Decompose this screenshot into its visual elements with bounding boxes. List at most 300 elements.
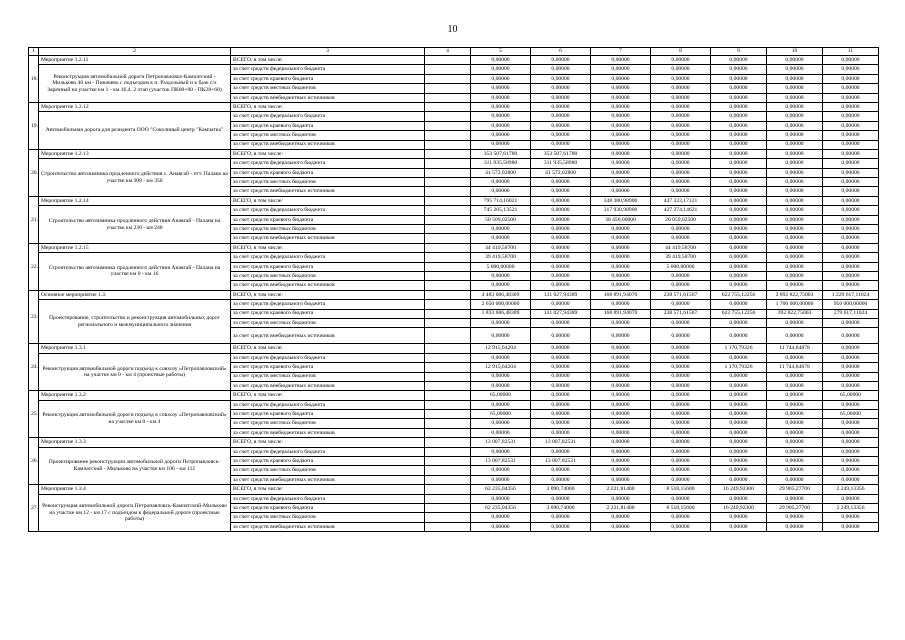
empty-cell	[425, 225, 471, 234]
table-row	[29, 494, 879, 503]
value-cell: 0,00000	[711, 56, 767, 65]
value-cell: 0,00000	[531, 74, 591, 83]
funding-source: ВСЕГО, в том числе:	[231, 438, 425, 447]
empty-cell	[425, 522, 471, 531]
value-cell: 0,00000	[471, 187, 531, 196]
value-cell: 0,00000	[711, 466, 767, 475]
value-cell: 0,00000	[651, 318, 711, 327]
header-cell: 1	[29, 48, 39, 56]
value-cell: 0,00000	[591, 93, 651, 102]
value-cell: 0,00000	[591, 243, 651, 252]
funding-source: за счет средств внебюджетных источников	[231, 428, 425, 437]
value-cell: 0,00000	[767, 419, 823, 428]
value-cell: 0,00000	[651, 281, 711, 290]
value-cell: 0,00000	[531, 234, 591, 243]
value-cell: 0,00000	[711, 168, 767, 177]
value-cell: 0,00000	[471, 318, 531, 327]
value-cell: 0,00000	[471, 381, 531, 390]
value-cell: 0,00000	[823, 93, 879, 102]
value-cell: 0,00000	[711, 494, 767, 503]
header-cell: 8	[651, 48, 711, 56]
value-cell: 0,00000	[591, 159, 651, 168]
value-cell: 0,00000	[591, 56, 651, 65]
table-row	[29, 159, 879, 168]
funding-source: за счет средств местных бюджетов	[231, 419, 425, 428]
value-cell: 0,00000	[531, 300, 591, 309]
value-cell: 5 000,00000	[651, 262, 711, 271]
value-cell: 0,00000	[823, 178, 879, 187]
measure-name: Реконструкция автомобильной дороги подъезд к совхозу «Петропавловский» на участке км 0 - км 4 (проектные работы)	[39, 353, 231, 391]
header-cell: 10	[767, 48, 823, 56]
empty-cell	[425, 74, 471, 83]
value-cell: 62 235,04356	[471, 503, 531, 512]
measure-name: Автомобильная дорога для резидента ООО "Соколиный центр "Камчатка"	[39, 112, 231, 150]
value-cell: 0,00000	[823, 187, 879, 196]
measure-name: Реконструкция автомобильной дороги Петропавловск-Камчатский-Мильково на участке км 12 - км 17 с подъездом к федеральной дороге (проектные работы)	[39, 494, 231, 532]
value-cell: 0,00000	[531, 215, 591, 224]
value-cell: 0,00000	[823, 243, 879, 252]
value-cell: 0,00000	[711, 400, 767, 409]
value-cell: 0,00000	[531, 56, 591, 65]
value-cell: 8 518,15600	[651, 485, 711, 494]
header-row	[29, 48, 879, 56]
empty-cell	[425, 494, 471, 503]
empty-cell	[425, 206, 471, 215]
value-cell: 0,00000	[651, 419, 711, 428]
value-cell: 0,00000	[471, 271, 531, 280]
value-cell: 0,00000	[531, 494, 591, 503]
table-row	[29, 300, 879, 309]
empty-cell	[425, 93, 471, 102]
value-cell: 0,00000	[531, 428, 591, 437]
value-cell: 0,00000	[471, 178, 531, 187]
value-cell: 0,00000	[823, 74, 879, 83]
value-cell: 0,00000	[531, 344, 591, 353]
value-cell: 0,00000	[767, 513, 823, 522]
value-cell: 0,00000	[591, 447, 651, 456]
empty-cell	[425, 196, 471, 205]
funding-source: за счет средств внебюджетных источников	[231, 328, 425, 344]
value-cell: 0,00000	[711, 372, 767, 381]
empty-cell	[425, 419, 471, 428]
value-cell: 0,00000	[767, 196, 823, 205]
value-cell: 0,00000	[591, 522, 651, 531]
value-cell: 0,00000	[711, 140, 767, 149]
value-cell: 0,00000	[591, 344, 651, 353]
header-cell: 7	[591, 48, 651, 56]
value-cell: 0,00000	[767, 159, 823, 168]
row-number: 20.	[29, 149, 39, 196]
value-cell: 0,00000	[531, 318, 591, 327]
funding-source: за счет средств федерального бюджета	[231, 206, 425, 215]
empty-cell	[425, 168, 471, 177]
value-cell: 0,00000	[823, 206, 879, 215]
value-cell: 0,00000	[591, 168, 651, 177]
value-cell: 0,00000	[711, 253, 767, 262]
value-cell: 0,00000	[591, 318, 651, 327]
value-cell: 0,00000	[651, 74, 711, 83]
funding-source: за счет средств местных бюджетов	[231, 372, 425, 381]
value-cell: 311 935,58980	[471, 159, 531, 168]
measure-name: Проектирование реконструкции автомобильной дороги Петропавловск-Камчатский - Мильково на участке км 106 - км 112	[39, 447, 231, 485]
value-cell: 0,00000	[711, 428, 767, 437]
funding-source: за счет средств краевого бюджета	[231, 215, 425, 224]
funding-source: за счет средств местных бюджетов	[231, 178, 425, 187]
funding-source: за счет средств федерального бюджета	[231, 159, 425, 168]
value-cell: 0,00000	[591, 419, 651, 428]
value-cell: 0,00000	[767, 74, 823, 83]
value-cell: 0,00000	[711, 74, 767, 83]
value-cell: 0,00000	[823, 381, 879, 390]
header-cell: 6	[531, 48, 591, 56]
value-cell: 0,00000	[711, 447, 767, 456]
value-cell: 0,00000	[531, 372, 591, 381]
table-row	[29, 65, 879, 74]
table-row	[29, 438, 879, 447]
measure-label: Мероприятие 1.2.15	[39, 243, 231, 252]
funding-source: за счет средств внебюджетных источников	[231, 475, 425, 484]
value-cell: 0,00000	[531, 65, 591, 74]
page-number: 10	[447, 24, 458, 35]
value-cell: 0,00000	[711, 149, 767, 158]
empty-cell	[425, 457, 471, 466]
value-cell: 0,00000	[711, 438, 767, 447]
funding-source: за счет средств внебюджетных источников	[231, 187, 425, 196]
empty-cell	[425, 381, 471, 390]
empty-cell	[425, 131, 471, 140]
value-cell: 0,00000	[767, 65, 823, 74]
funding-source: ВСЕГО, в том числе:	[231, 243, 425, 252]
value-cell: 0,00000	[651, 438, 711, 447]
value-cell: 0,00000	[767, 400, 823, 409]
value-cell: 0,00000	[531, 131, 591, 140]
value-cell: 0,00000	[651, 447, 711, 456]
value-cell: 1 229 617,11024	[823, 290, 879, 299]
table-row	[29, 400, 879, 409]
value-cell: 0,00000	[711, 131, 767, 140]
value-cell: 0,00000	[711, 262, 767, 271]
value-cell: 0,00000	[823, 344, 879, 353]
budget-table	[28, 47, 879, 532]
value-cell: 0,00000	[767, 102, 823, 111]
value-cell: 0,00000	[767, 466, 823, 475]
value-cell: 0,00000	[767, 328, 823, 344]
value-cell: 3 090,74000	[531, 503, 591, 512]
value-cell: 0,00000	[767, 438, 823, 447]
value-cell: 311 935,58980	[531, 159, 591, 168]
table-row	[29, 56, 879, 65]
value-cell: 0,00000	[823, 475, 879, 484]
value-cell: 0,00000	[531, 513, 591, 522]
table-row	[29, 149, 879, 158]
value-cell: 30 450,00000	[591, 215, 651, 224]
empty-cell	[425, 363, 471, 372]
funding-source: за счет средств федерального бюджета	[231, 447, 425, 456]
value-cell: 0,00000	[823, 419, 879, 428]
funding-source: за счет средств внебюджетных источников	[231, 234, 425, 243]
value-cell: 65,00000	[823, 410, 879, 419]
value-cell: 0,00000	[651, 93, 711, 102]
value-cell: 317 930,98900	[591, 206, 651, 215]
funding-source: за счет средств федерального бюджета	[231, 300, 425, 309]
value-cell: 0,00000	[711, 112, 767, 121]
value-cell: 0,00000	[823, 84, 879, 93]
funding-source: ВСЕГО, в том числе:	[231, 196, 425, 205]
value-cell: 0,00000	[767, 121, 823, 130]
value-cell: 0,00000	[591, 494, 651, 503]
value-cell: 0,00000	[651, 56, 711, 65]
value-cell: 13 007,82531	[531, 438, 591, 447]
empty-cell	[425, 318, 471, 327]
value-cell: 0,00000	[711, 65, 767, 74]
funding-source: ВСЕГО, в том числе:	[231, 391, 425, 400]
value-cell: 0,00000	[531, 475, 591, 484]
value-cell: 622 755,12256	[711, 290, 767, 299]
value-cell: 0,00000	[531, 522, 591, 531]
funding-source: за счет средств местных бюджетов	[231, 271, 425, 280]
value-cell: 0,00000	[591, 225, 651, 234]
value-cell: 41 572,02800	[531, 168, 591, 177]
value-cell: 0,00000	[767, 318, 823, 327]
row-number: 25.	[29, 391, 39, 438]
value-cell: 0,00000	[591, 328, 651, 344]
value-cell: 13 007,82531	[471, 438, 531, 447]
value-cell: 622 755,12256	[711, 309, 767, 318]
value-cell: 0,00000	[767, 187, 823, 196]
value-cell: 0,00000	[651, 112, 711, 121]
value-cell: 16 249,92300	[711, 503, 767, 512]
empty-cell	[425, 344, 471, 353]
value-cell: 0,00000	[471, 234, 531, 243]
empty-cell	[425, 187, 471, 196]
row-number: 23.	[29, 290, 39, 344]
value-cell: 0,00000	[471, 475, 531, 484]
value-cell: 0,00000	[767, 494, 823, 503]
value-cell: 0,00000	[767, 243, 823, 252]
funding-source: за счет средств внебюджетных источников	[231, 93, 425, 102]
value-cell: 0,00000	[591, 281, 651, 290]
value-cell: 0,00000	[531, 262, 591, 271]
value-cell: 0,00000	[591, 271, 651, 280]
funding-source: за счет средств местных бюджетов	[231, 513, 425, 522]
empty-cell	[425, 400, 471, 409]
empty-cell	[425, 262, 471, 271]
value-cell: 0,00000	[591, 253, 651, 262]
value-cell: 0,00000	[711, 328, 767, 344]
funding-source: за счет средств краевого бюджета	[231, 457, 425, 466]
value-cell: 0,00000	[823, 112, 879, 121]
funding-source: за счет средств краевого бюджета	[231, 74, 425, 83]
value-cell: 168 891,94070	[591, 290, 651, 299]
value-cell: 0,00000	[471, 93, 531, 102]
value-cell: 0,00000	[531, 196, 591, 205]
empty-cell	[425, 159, 471, 168]
funding-source: за счет средств краевого бюджета	[231, 410, 425, 419]
value-cell: 0,00000	[823, 196, 879, 205]
funding-source: за счет средств местных бюджетов	[231, 225, 425, 234]
value-cell: 0,00000	[767, 262, 823, 271]
value-cell: 0,00000	[651, 140, 711, 149]
value-cell: 0,00000	[651, 234, 711, 243]
value-cell: 0,00000	[471, 65, 531, 74]
value-cell: 0,00000	[823, 168, 879, 177]
value-cell: 0,00000	[823, 65, 879, 74]
value-cell: 0,00000	[711, 381, 767, 390]
value-cell: 0,00000	[823, 318, 879, 327]
value-cell: 0,00000	[711, 281, 767, 290]
funding-source: за счет средств краевого бюджета	[231, 309, 425, 318]
value-cell: 745 205,13521	[471, 206, 531, 215]
value-cell: 0,00000	[711, 353, 767, 362]
value-cell: 0,00000	[531, 112, 591, 121]
empty-cell	[425, 513, 471, 522]
value-cell: 0,00000	[711, 271, 767, 280]
measure-label: Мероприятие 1.2.13	[39, 149, 231, 158]
value-cell: 1 170,79326	[711, 363, 767, 372]
value-cell: 0,00000	[591, 300, 651, 309]
value-cell: 44 419,58700	[471, 243, 531, 252]
row-number: 24.	[29, 344, 39, 391]
value-cell: 0,00000	[767, 372, 823, 381]
empty-cell	[425, 466, 471, 475]
value-cell: 0,00000	[823, 149, 879, 158]
value-cell: 0,00000	[471, 428, 531, 437]
value-cell: 0,00000	[767, 149, 823, 158]
funding-source: за счет средств федерального бюджета	[231, 253, 425, 262]
value-cell: 0,00000	[767, 253, 823, 262]
row-number: 18.	[29, 56, 39, 103]
empty-cell	[425, 447, 471, 456]
value-cell: 0,00000	[531, 187, 591, 196]
value-cell: 0,00000	[591, 353, 651, 362]
value-cell: 0,00000	[823, 102, 879, 111]
value-cell: 0,00000	[711, 225, 767, 234]
table-row	[29, 102, 879, 111]
value-cell: 0,00000	[591, 131, 651, 140]
value-cell: 0,00000	[591, 475, 651, 484]
value-cell: 0,00000	[823, 131, 879, 140]
header-cell: 5	[471, 48, 531, 56]
value-cell: 0,00000	[651, 121, 711, 130]
value-cell: 4 483 686,48309	[471, 290, 531, 299]
empty-cell	[425, 391, 471, 400]
value-cell: 0,00000	[711, 243, 767, 252]
value-cell: 0,00000	[591, 428, 651, 437]
value-cell: 0,00000	[591, 234, 651, 243]
value-cell: 0,00000	[531, 178, 591, 187]
value-cell: 0,00000	[711, 410, 767, 419]
value-cell: 0,00000	[823, 353, 879, 362]
value-cell: 0,00000	[823, 438, 879, 447]
value-cell: 0,00000	[531, 363, 591, 372]
value-cell: 0,00000	[823, 400, 879, 409]
value-cell: 5 000,00000	[471, 262, 531, 271]
empty-cell	[425, 290, 471, 299]
empty-cell	[425, 149, 471, 158]
value-cell: 0,00000	[591, 381, 651, 390]
empty-cell	[425, 102, 471, 111]
value-cell: 0,00000	[823, 428, 879, 437]
value-cell: 0,00000	[823, 262, 879, 271]
value-cell: 0,00000	[711, 84, 767, 93]
value-cell: 795 714,16021	[471, 196, 531, 205]
value-cell: 0,00000	[823, 372, 879, 381]
measure-label: Мероприятие 1.2.12	[39, 102, 231, 111]
value-cell: 0,00000	[471, 140, 531, 149]
value-cell: 0,00000	[531, 93, 591, 102]
header-cell: 11	[823, 48, 879, 56]
empty-cell	[425, 271, 471, 280]
value-cell: 0,00000	[823, 466, 879, 475]
empty-cell	[425, 253, 471, 262]
funding-source: за счет средств краевого бюджета	[231, 503, 425, 512]
funding-source: за счет средств федерального бюджета	[231, 65, 425, 74]
empty-cell	[425, 353, 471, 362]
value-cell: 168 891,94070	[591, 309, 651, 318]
value-cell: 0,00000	[823, 253, 879, 262]
funding-source: за счет средств местных бюджетов	[231, 466, 425, 475]
value-cell: 0,00000	[531, 243, 591, 252]
value-cell: 0,00000	[767, 447, 823, 456]
value-cell: 0,00000	[651, 410, 711, 419]
value-cell: 1 700 000,00000	[767, 300, 823, 309]
value-cell: 0,00000	[823, 328, 879, 344]
value-cell: 0,00000	[711, 187, 767, 196]
measure-name: Строительство автозимника продленного действия Анавгай - Палана на участке км 0 - км 16	[39, 253, 231, 291]
value-cell: 0,00000	[767, 428, 823, 437]
value-cell: 41 572,02800	[471, 168, 531, 177]
measure-name: Реконструкция автомобильной дороги подъезд к совхозу «Петропавловский» на участке км 0 - км 4	[39, 400, 231, 438]
value-cell: 0,00000	[767, 271, 823, 280]
value-cell: 0,00000	[651, 102, 711, 111]
value-cell: 0,00000	[823, 281, 879, 290]
value-cell: 0,00000	[471, 400, 531, 409]
value-cell: 0,00000	[767, 93, 823, 102]
value-cell: 0,00000	[767, 140, 823, 149]
value-cell: 0,00000	[767, 353, 823, 362]
empty-cell	[425, 121, 471, 130]
value-cell: 0,00000	[591, 262, 651, 271]
value-cell: 0,00000	[471, 121, 531, 130]
funding-source: за счет средств краевого бюджета	[231, 168, 425, 177]
value-cell: 0,00000	[531, 253, 591, 262]
value-cell: 0,00000	[591, 102, 651, 111]
value-cell: 65,00000	[471, 391, 531, 400]
value-cell: 0,00000	[591, 65, 651, 74]
row-number: 22.	[29, 243, 39, 290]
value-cell: 0,00000	[471, 419, 531, 428]
table-row	[29, 290, 879, 299]
value-cell: 12 915,64204	[471, 344, 531, 353]
funding-source: ВСЕГО, в том числе:	[231, 344, 425, 353]
table-row	[29, 485, 879, 494]
value-cell: 0,00000	[767, 168, 823, 177]
value-cell: 353 507,61780	[531, 149, 591, 158]
measure-label: Мероприятие 1.3.3	[39, 438, 231, 447]
value-cell: 50 509,02500	[471, 215, 531, 224]
value-cell: 0,00000	[471, 74, 531, 83]
value-cell: 39 419,58700	[471, 253, 531, 262]
value-cell: 0,00000	[767, 206, 823, 215]
value-cell: 0,00000	[651, 84, 711, 93]
measure-name: Строительство автозимника продленного действия Анавгай - Палана на участке км 230 - км 240	[39, 206, 231, 244]
value-cell: 0,00000	[591, 74, 651, 83]
value-cell: 62 235,04356	[471, 485, 531, 494]
empty-cell	[425, 300, 471, 309]
value-cell: 0,00000	[711, 159, 767, 168]
value-cell: 29 905,27700	[767, 503, 823, 512]
value-cell: 0,00000	[591, 149, 651, 158]
